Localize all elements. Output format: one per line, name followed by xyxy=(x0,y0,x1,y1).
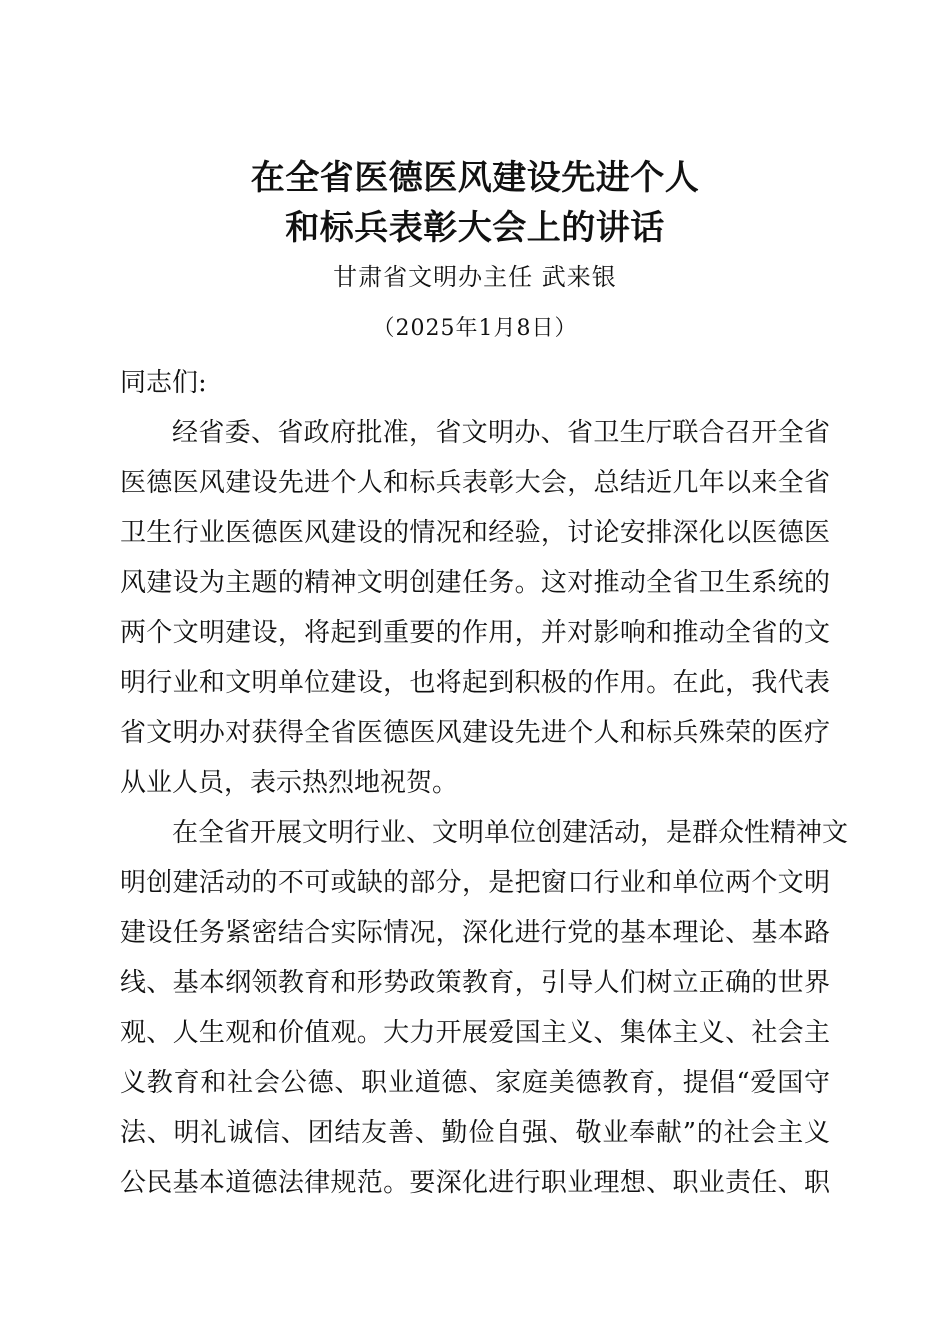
paragraph-line: 法、明礼诚信、团结友善、勤俭自强、敬业奉献”的社会主义 xyxy=(120,1118,830,1148)
paragraph-line: 线、基本纲领教育和形势政策教育，引导人们树立正确的世界 xyxy=(120,968,830,998)
paragraph-line: 风建设为主题的精神文明创建任务。这对推动全省卫生系统的 xyxy=(120,568,830,598)
paragraph-line: 建设任务紧密结合实际情况，深化进行党的基本理论、基本路 xyxy=(120,918,830,948)
document-title-line-2: 和标兵表彰大会上的讲话 xyxy=(285,208,665,248)
paragraph-line: 在全省开展文明行业、文明单位创建活动，是群众性精神文 xyxy=(172,818,849,848)
paragraph-line: 卫生行业医德医风建设的情况和经验，讨论安排深化以医德医 xyxy=(120,518,830,548)
paragraph-line: 医德医风建设先进个人和标兵表彰大会，总结近几年以来全省 xyxy=(120,468,830,498)
paragraph-line: 义教育和社会公德、职业道德、家庭美德教育，提倡“爱国守 xyxy=(120,1068,830,1098)
salutation: 同志们: xyxy=(120,368,207,398)
paragraph-line: 明创建活动的不可或缺的部分，是把窗口行业和单位两个文明 xyxy=(120,868,830,898)
document-author: 甘肃省文明办主任 武来银 xyxy=(333,263,617,291)
paragraph-line: 两个文明建设，将起到重要的作用，并对影响和推动全省的文 xyxy=(120,618,830,648)
paragraph-line: 观、人生观和价值观。大力开展爱国主义、集体主义、社会主 xyxy=(120,1018,830,1048)
paragraph-line: 公民基本道德法律规范。要深化进行职业理想、职业责任、职 xyxy=(120,1168,830,1198)
paragraph-line: 省文明办对获得全省医德医风建设先进个人和标兵殊荣的医疗 xyxy=(120,718,830,748)
document-title-line-1: 在全省医德医风建设先进个人 xyxy=(250,158,700,198)
paragraph-line: 明行业和文明单位建设，也将起到积极的作用。在此，我代表 xyxy=(120,668,830,698)
paragraph-line: 经省委、省政府批准，省文明办、省卫生厅联合召开全省 xyxy=(172,418,830,448)
document-date: （2025年1月8日） xyxy=(372,316,578,341)
paragraph-line: 从业人员，表示热烈地祝贺。 xyxy=(120,768,459,798)
